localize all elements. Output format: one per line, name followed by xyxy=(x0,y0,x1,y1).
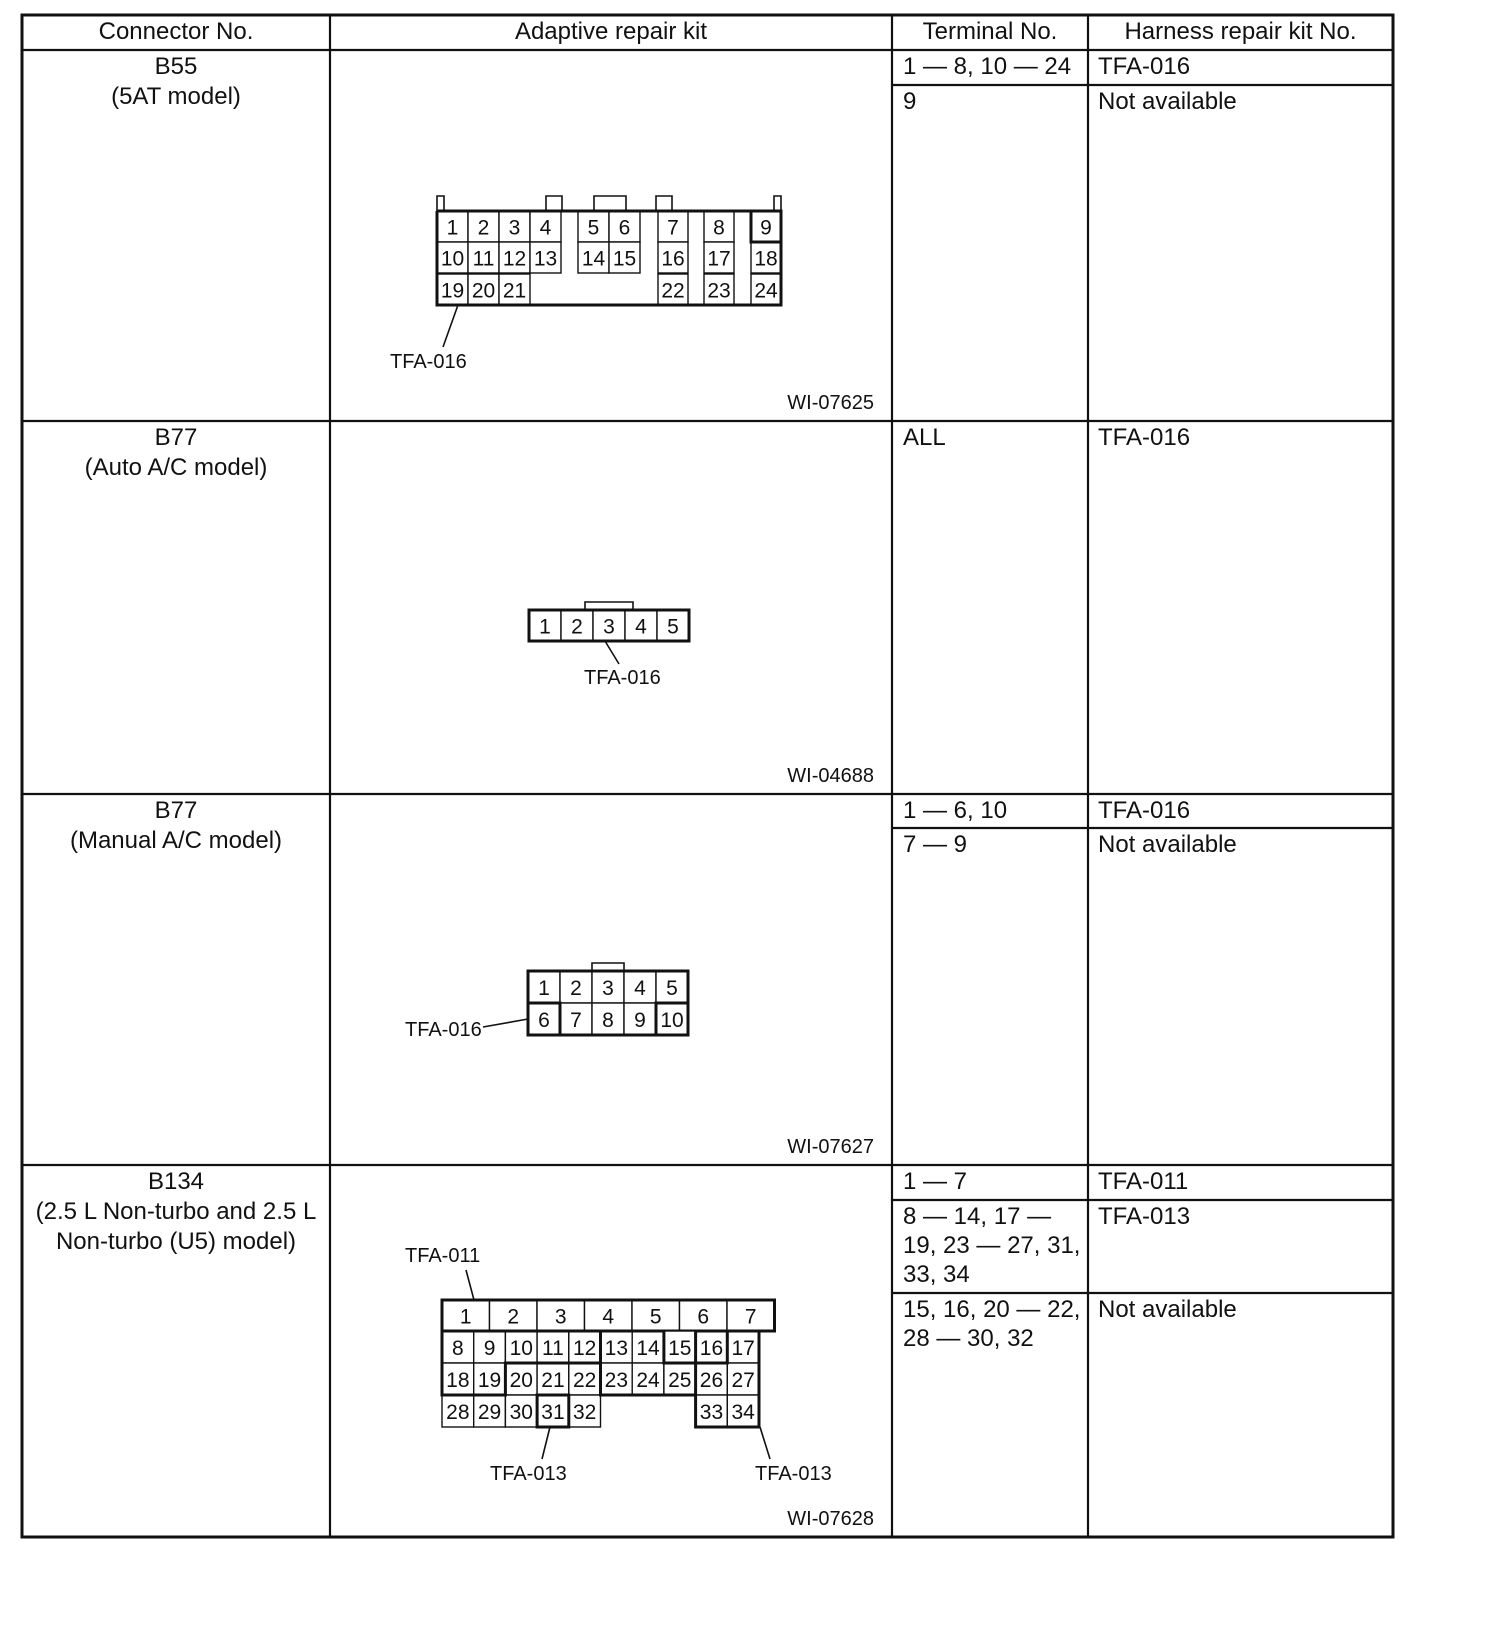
pin-number: 1 xyxy=(539,615,551,639)
b55-latch xyxy=(437,196,444,211)
pin-number: 2 xyxy=(570,977,582,1000)
pin-number: 21 xyxy=(541,1369,565,1392)
pin-number: 16 xyxy=(699,1337,724,1360)
pin-number: 20 xyxy=(471,279,496,303)
header-terminal-no: Terminal No. xyxy=(922,18,1058,45)
b134-leader xyxy=(760,1427,770,1459)
connector-no-line: B77 xyxy=(154,797,198,824)
pin-number: 3 xyxy=(602,977,614,1000)
connector-b55 xyxy=(390,196,781,373)
terminal-no: 28 — 30, 32 xyxy=(903,1325,1034,1352)
header-harness-repair-kit-no: Harness repair kit No. xyxy=(1124,18,1357,45)
pin-number: 30 xyxy=(509,1401,533,1424)
pin-number: 8 xyxy=(602,1009,614,1032)
pin-number: 23 xyxy=(707,279,731,303)
harness-repair-kit-no: Not available xyxy=(1098,831,1237,858)
pin-number: 14 xyxy=(636,1337,660,1360)
pin-number: 15 xyxy=(668,1337,692,1360)
b77a-leader xyxy=(605,641,619,664)
pin-number: 17 xyxy=(731,1337,755,1360)
harness-repair-kit-no: TFA-011 xyxy=(1098,1168,1189,1195)
callout-label: TFA-016 xyxy=(405,1019,482,1041)
terminal-no: 19, 23 — 27, 31, xyxy=(903,1232,1081,1259)
connector-no-line: (2.5 L Non-turbo and 2.5 L xyxy=(35,1198,317,1225)
pin-number: 9 xyxy=(760,216,772,240)
connector-no-line: (Auto A/C model) xyxy=(84,454,268,481)
terminal-no: ALL xyxy=(903,424,946,451)
pin-number: 1 xyxy=(538,977,550,1000)
pin-number: 1 xyxy=(446,216,459,240)
pin-number: 23 xyxy=(604,1369,629,1392)
pin-number: 7 xyxy=(667,216,679,240)
pin-number: 19 xyxy=(440,279,465,303)
pin-number: 12 xyxy=(502,247,527,271)
pin-number: 10 xyxy=(440,247,465,271)
pin-number: 7 xyxy=(570,1009,582,1032)
terminal-no: 15, 16, 20 — 22, xyxy=(903,1296,1081,1323)
connector-no-line: B55 xyxy=(154,53,198,80)
pin-number: 19 xyxy=(477,1369,502,1392)
pin-number: 6 xyxy=(538,1009,550,1032)
pin-number: 24 xyxy=(754,279,778,303)
pin-number: 3 xyxy=(508,216,521,240)
pin-number: 4 xyxy=(602,1305,615,1329)
terminal-no: 8 — 14, 17 — xyxy=(903,1203,1052,1230)
callout-label: TFA-016 xyxy=(390,351,467,373)
b55-latch xyxy=(594,196,626,211)
terminal-no: 9 xyxy=(903,88,917,115)
pin-number: 13 xyxy=(533,247,558,271)
b134-leader xyxy=(466,1270,474,1300)
b55-latch xyxy=(656,196,672,211)
pin-number: 4 xyxy=(635,615,647,639)
pin-number: 2 xyxy=(571,615,583,639)
pin-number: 10 xyxy=(509,1337,533,1360)
pin-number: 11 xyxy=(472,247,495,271)
harness-repair-kit-no: Not available xyxy=(1098,1296,1237,1323)
pin-number: 6 xyxy=(697,1305,710,1329)
pin-number: 1 xyxy=(459,1305,472,1329)
pin-number: 8 xyxy=(713,216,725,240)
terminal-no: 33, 34 xyxy=(903,1261,970,1288)
pin-number: 22 xyxy=(572,1369,597,1392)
pin-number: 20 xyxy=(509,1369,533,1392)
pin-number: 10 xyxy=(660,1009,684,1032)
harness-repair-kit-no: TFA-016 xyxy=(1098,797,1191,824)
pin-number: 21 xyxy=(502,279,527,303)
harness-repair-kit-no: TFA-016 xyxy=(1098,424,1191,451)
connector-no-line: (Manual A/C model) xyxy=(69,827,283,854)
pin-number: 3 xyxy=(554,1305,567,1329)
pin-number: 5 xyxy=(667,615,679,639)
pin-number: 4 xyxy=(539,216,552,240)
figure-id: WI-07627 xyxy=(787,1136,874,1158)
pin-number: 8 xyxy=(452,1337,464,1360)
header-adaptive-repair-kit: Adaptive repair kit xyxy=(514,18,708,45)
callout-label: TFA-016 xyxy=(584,667,661,689)
figure-id: WI-07628 xyxy=(787,1508,874,1530)
pin-number: 5 xyxy=(649,1305,662,1329)
connector-b77-auto xyxy=(529,602,689,689)
pin-number: 2 xyxy=(507,1305,520,1329)
connector-no-line: B77 xyxy=(154,424,198,451)
pin-number: 25 xyxy=(668,1369,692,1392)
pin-number: 27 xyxy=(731,1369,755,1392)
harness-repair-kit-no: TFA-016 xyxy=(1098,53,1191,80)
pin-number: 7 xyxy=(744,1305,757,1329)
pin-number: 34 xyxy=(731,1401,755,1424)
pin-number: 24 xyxy=(636,1369,660,1392)
pin-number: 9 xyxy=(483,1337,496,1360)
pin-number: 18 xyxy=(754,247,778,271)
callout-label: TFA-013 xyxy=(755,1463,832,1485)
figure-id: WI-07625 xyxy=(787,392,874,414)
connector-no-line: Non-turbo (U5) model) xyxy=(55,1228,297,1255)
connector-b77-manual xyxy=(405,963,688,1041)
pin-number: 5 xyxy=(587,216,600,240)
header-connector-no: Connector No. xyxy=(98,18,254,45)
pin-number: 32 xyxy=(572,1401,597,1424)
b55-latch xyxy=(546,196,562,211)
b55-leader xyxy=(443,305,458,347)
pin-number: 4 xyxy=(634,977,646,1000)
pin-number: 29 xyxy=(477,1401,502,1424)
pin-number: 22 xyxy=(661,279,685,303)
b134-leader xyxy=(542,1427,550,1459)
pin-number: 31 xyxy=(541,1401,565,1424)
pin-number: 2 xyxy=(477,216,490,240)
pin-number: 6 xyxy=(618,216,631,240)
pin-number: 26 xyxy=(699,1369,724,1392)
b55-latch xyxy=(774,196,781,211)
pin-number: 5 xyxy=(666,977,678,1000)
terminal-no: 1 — 6, 10 xyxy=(903,797,1008,824)
pin-number: 28 xyxy=(446,1401,470,1424)
pin-number: 3 xyxy=(603,615,615,639)
pin-number: 33 xyxy=(699,1401,724,1424)
connector-no-line: B134 xyxy=(147,1168,205,1195)
b77m-leader xyxy=(483,1019,528,1027)
figure-id: WI-04688 xyxy=(787,765,874,787)
pin-number: 13 xyxy=(604,1337,629,1360)
pin-number: 9 xyxy=(634,1009,646,1032)
connector-b134 xyxy=(405,1245,832,1485)
harness-repair-kit-no: TFA-013 xyxy=(1098,1203,1191,1230)
pin-number: 18 xyxy=(446,1369,470,1392)
callout-label: TFA-013 xyxy=(490,1463,567,1485)
connector-no-line: (5AT model) xyxy=(111,83,241,110)
pin-number: 11 xyxy=(542,1337,564,1360)
pin-number: 17 xyxy=(707,247,731,271)
connector-figures xyxy=(390,196,832,1485)
harness-repair-kit-no: Not available xyxy=(1098,88,1237,115)
pin-number: 15 xyxy=(612,247,637,271)
terminal-no: 1 — 8, 10 — 24 xyxy=(903,53,1072,80)
pin-number: 14 xyxy=(581,247,606,271)
callout-label: TFA-011 xyxy=(405,1245,481,1267)
terminal-no: 7 — 9 xyxy=(903,831,968,858)
terminal-no: 1 — 7 xyxy=(903,1168,968,1195)
pin-number: 16 xyxy=(661,247,685,271)
pin-number: 12 xyxy=(572,1337,597,1360)
